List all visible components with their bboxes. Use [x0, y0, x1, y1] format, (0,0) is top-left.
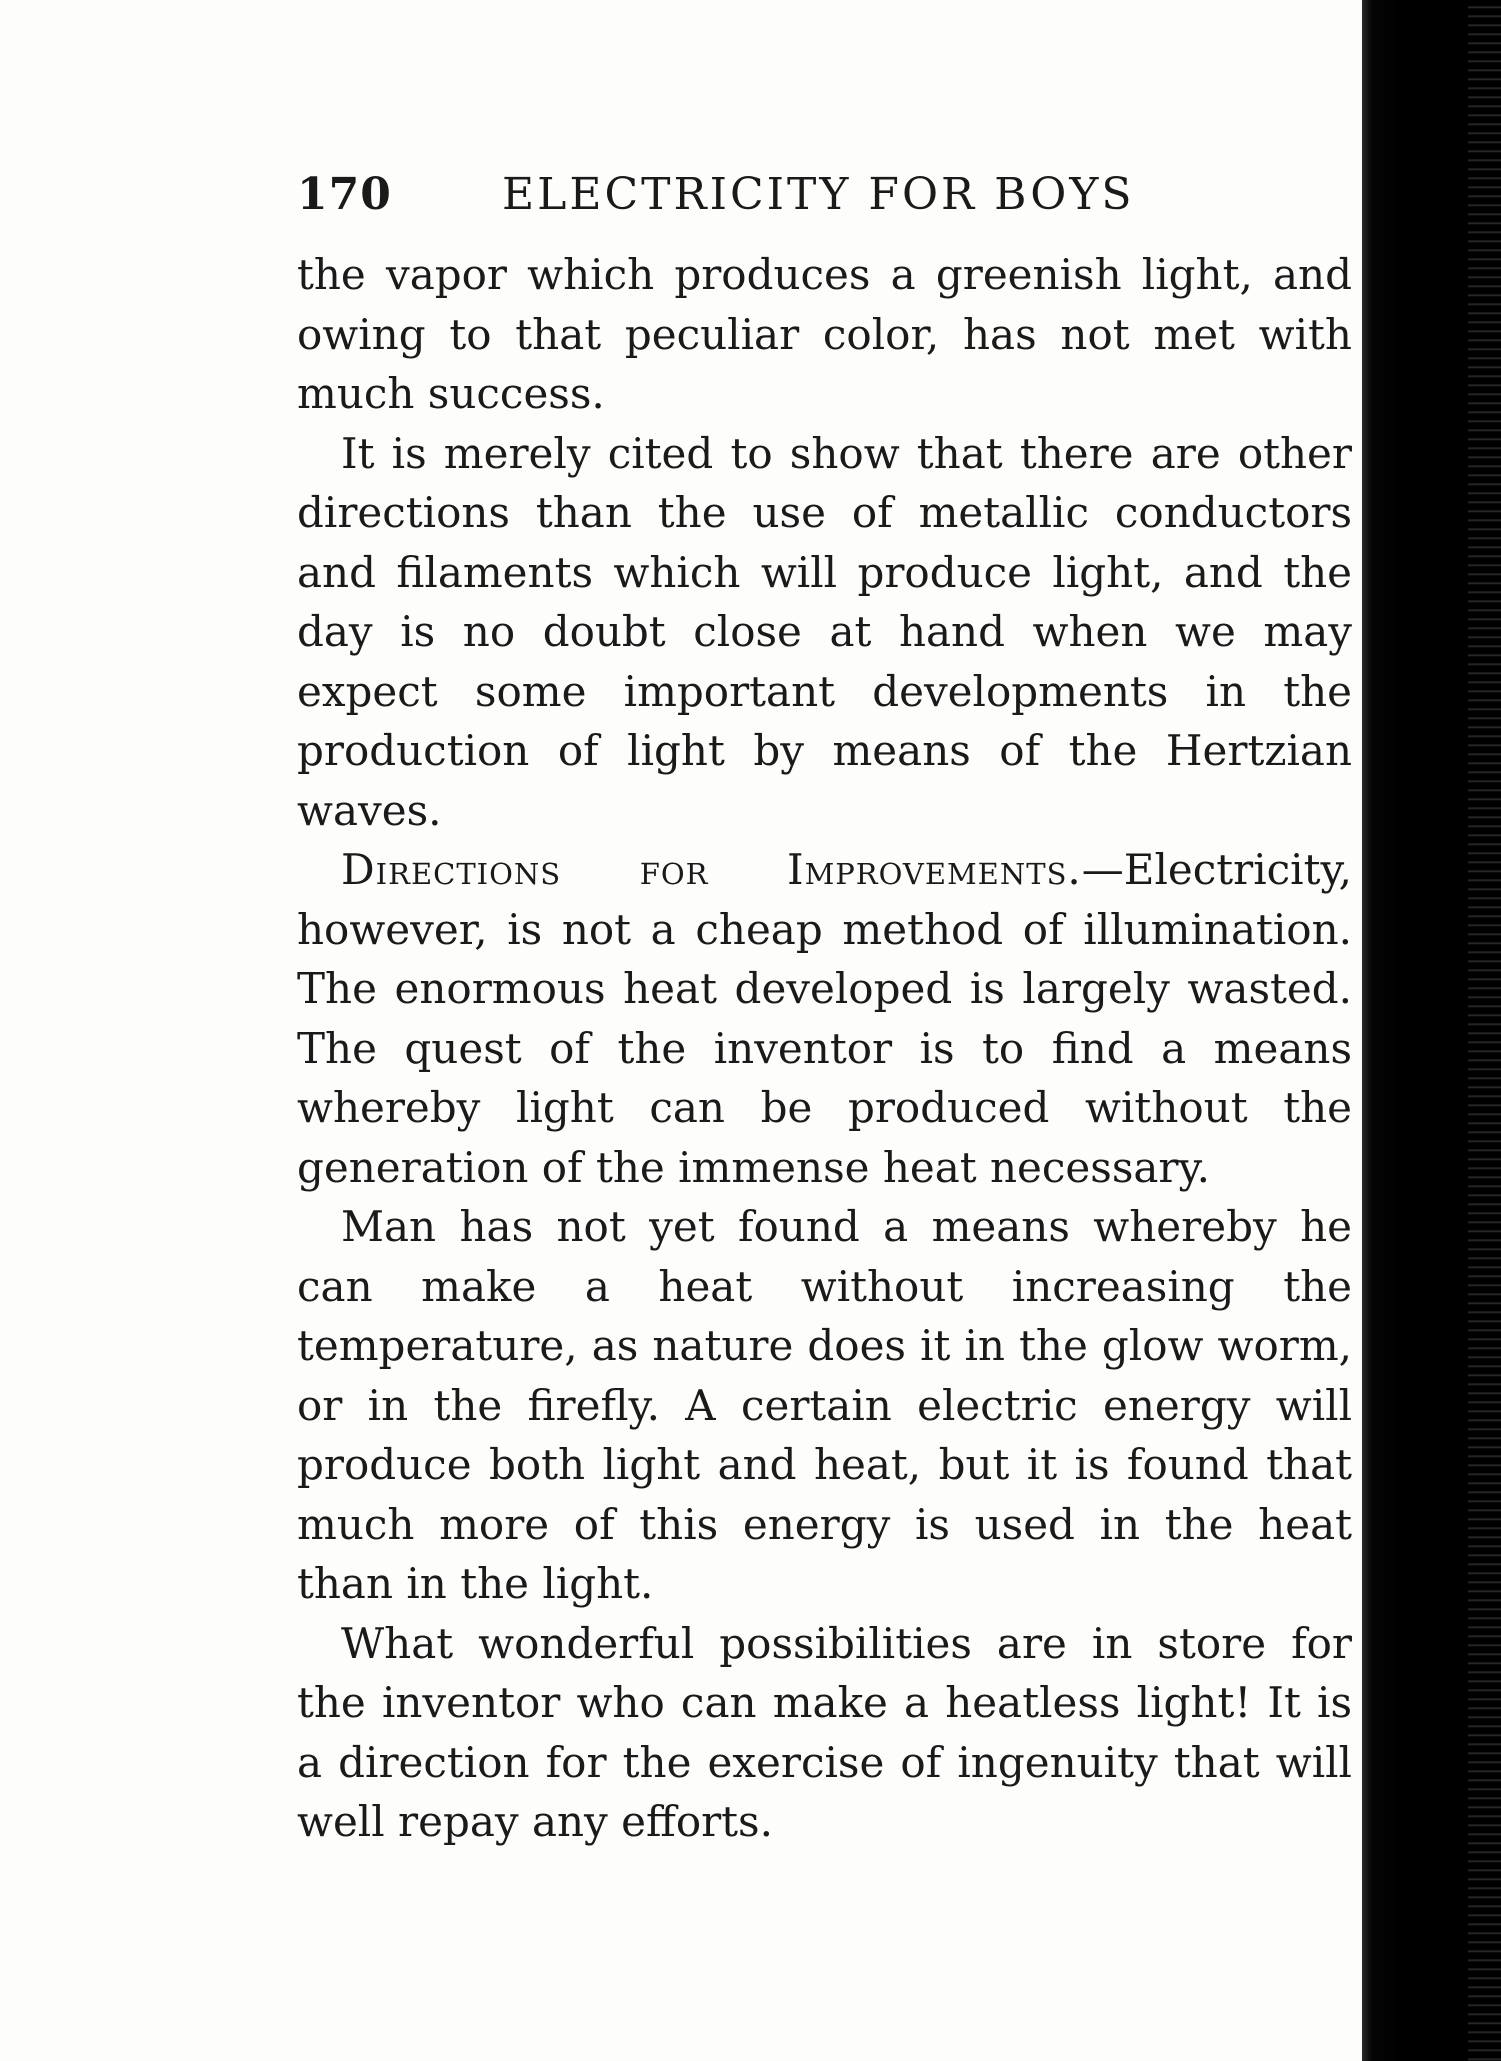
page-number: 170 — [297, 169, 392, 220]
running-header — [297, 160, 1177, 230]
body-text — [297, 245, 1352, 1852]
section-heading: Directions for Improvements. — [341, 845, 1082, 894]
paragraph-5: What wonderful possibilities are in store for the inventor who can make a heatless light! It is a direction for the exercise of ingenuity that will well repay any efforts. — [297, 1618, 1352, 1846]
paragraph-3-text: —Electricity, however, is not a cheap method of illumination. The enormous heat developed is largely wasted. The quest of the inventor is to find a means whereby light can be produced without the generation of the immense heat necessary. — [297, 845, 1352, 1192]
paragraph-4: Man has not yet found a means whereby he can make a heat without increasing the temperature, as nature does it in the glow worm, or in the firefly. A certain electric energy will produce both light and heat, but it is found that much more of this energy is used in the heat than in the light. — [297, 1202, 1352, 1608]
scan-spine-texture — [1468, 0, 1501, 2061]
paragraph-3 — [297, 840, 1352, 1197]
paragraph-2: It is merely cited to show that there are other directions than the use of metallic conductors and filaments which will produce light, and the day is no doubt close at hand when we may expect some important developments in the production of light by means of the Hertzian waves. — [297, 428, 1352, 835]
paragraph-1: the vapor which produces a greenish light, and owing to that peculiar color, has not met with much success. — [297, 250, 1352, 418]
running-title: ELECTRICITY FOR BOYS — [502, 169, 1135, 220]
